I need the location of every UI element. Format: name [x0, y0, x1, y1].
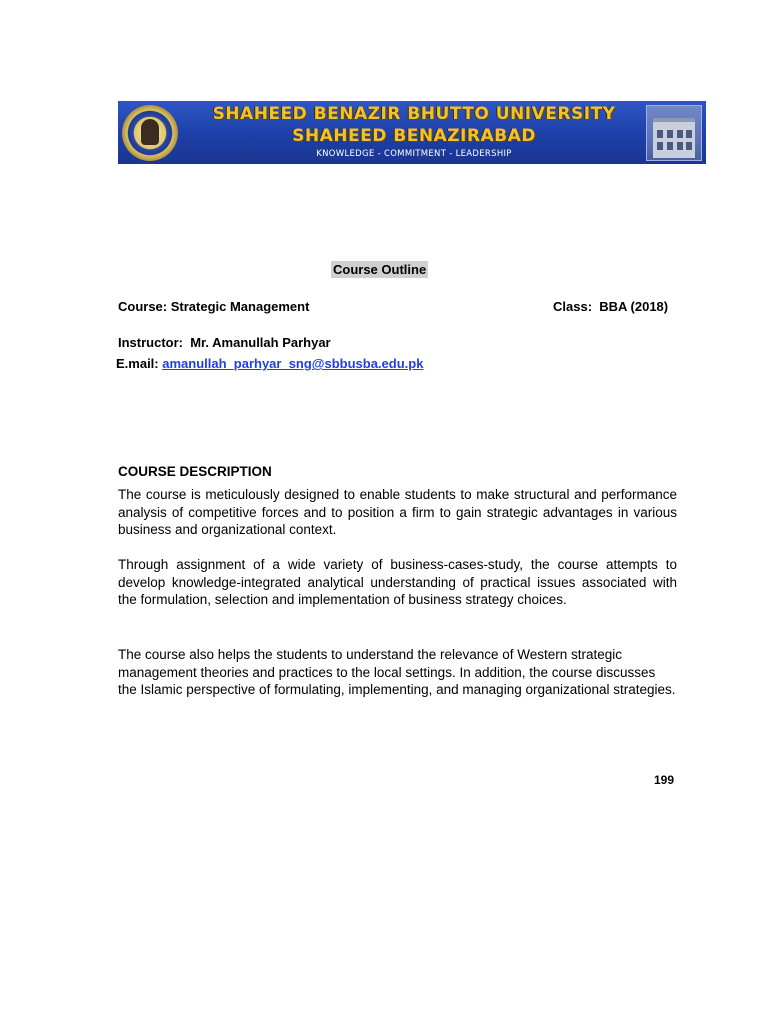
email-link[interactable]: amanullah_parhyar_sng@sbbusba.edu.pk	[162, 356, 424, 371]
window-shape	[686, 142, 692, 150]
page-number: 199	[654, 773, 675, 787]
description-paragraph: The course is meticulously designed to enable students to make structural and performance analysis of competitive forces and to position a firm to gain strategic advantages in various business and organizational context.	[118, 487, 677, 538]
window-shape	[657, 142, 663, 150]
course-description-heading: COURSE DESCRIPTION	[118, 464, 272, 479]
banner-tagline: KNOWLEDGE - COMMITMENT - LEADERSHIP	[316, 149, 512, 159]
building-shape	[653, 118, 695, 158]
description-paragraph: The course also helps the students to understand the relevance of Western strategic management theories and practices to the local settings. In addition, the course discusses the Islamic perspective of formulating, implementing, and managing organizational strategies.	[118, 647, 676, 698]
window-shape	[667, 130, 673, 138]
university-banner	[118, 101, 706, 164]
course-outline-title: Course Outline	[333, 262, 427, 277]
email-row	[116, 356, 423, 371]
portrait-icon	[141, 119, 159, 145]
university-building-icon	[646, 105, 702, 161]
window-shape	[657, 130, 663, 138]
window-shape	[677, 130, 683, 138]
window-shape	[667, 142, 673, 150]
course-name: Course: Strategic Management	[118, 299, 310, 314]
banner-university-name: SHAHEED BENAZIR BHUTTO UNIVERSITY	[212, 104, 616, 124]
banner-city-name: SHAHEED BENAZIRABAD	[292, 126, 536, 146]
window-shape	[677, 142, 683, 150]
email-label: E.mail:	[116, 356, 163, 371]
description-paragraph: Through assignment of a wide variety of business-cases-study, the course attempts to develop knowledge-integrated analytical understanding of practical issues associated with the formulation, selection and implementation of business strategy choices.	[118, 557, 677, 608]
university-seal-icon	[122, 105, 178, 161]
class-name: Class: BBA (2018)	[553, 299, 669, 314]
window-shape	[686, 130, 692, 138]
instructor-name: Instructor: Mr. Amanullah Parhyar	[118, 335, 331, 350]
